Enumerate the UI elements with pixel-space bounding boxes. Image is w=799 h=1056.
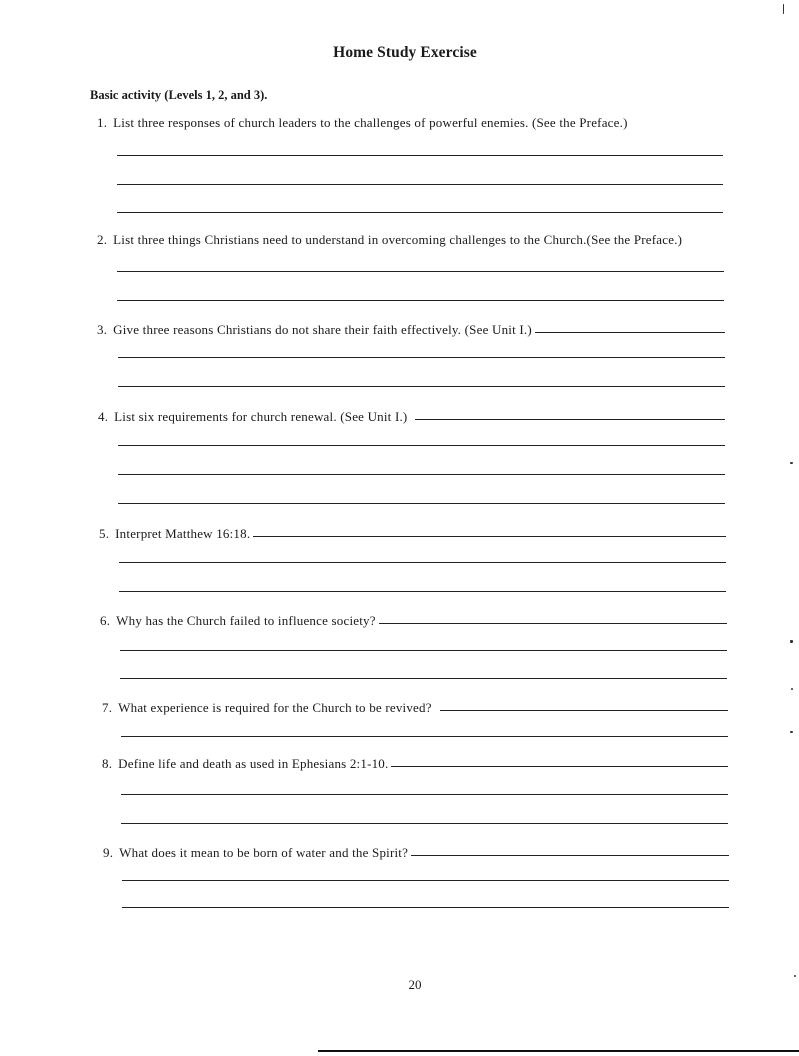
question-number: 8. (102, 756, 113, 771)
question-number: 2. (97, 232, 108, 247)
question-text: Interpret Matthew 16:18. (115, 526, 251, 541)
scan-speck (791, 688, 793, 690)
answer-line[interactable] (379, 623, 727, 624)
answer-line[interactable] (122, 880, 729, 881)
answer-line[interactable] (118, 445, 725, 446)
answer-line[interactable] (391, 766, 728, 767)
question-text: List three things Christians need to understand in overcoming challenges to the Church.(See the Preface.) (113, 232, 683, 247)
question-9 (103, 845, 729, 861)
activity-heading: Basic activity (Levels 1, 2, and 3). (90, 88, 268, 102)
answer-line[interactable] (253, 536, 726, 537)
question-text: Why has the Church failed to influence society? (116, 613, 376, 628)
answer-line[interactable] (119, 562, 726, 563)
question-text: Define life and death as used in Ephesians 2:1-10. (118, 756, 389, 771)
answer-line[interactable] (411, 855, 729, 856)
page-number: 20 (408, 977, 422, 992)
answer-line[interactable] (119, 591, 726, 592)
question-6 (100, 613, 727, 629)
question-number: 5. (99, 526, 110, 541)
question-number: 4. (98, 409, 109, 424)
question-text: List six requirements for church renewal. (See Unit I.) (114, 409, 408, 424)
answer-line[interactable] (535, 332, 725, 333)
question-8 (102, 756, 728, 772)
scan-speck (794, 975, 796, 977)
question-number: 1. (97, 115, 108, 130)
answer-line[interactable] (117, 212, 723, 213)
answer-line[interactable] (118, 386, 725, 387)
question-number: 6. (100, 613, 111, 628)
answer-line[interactable] (117, 271, 724, 272)
question-2 (97, 232, 777, 248)
bottom-edge-rule (318, 1050, 799, 1052)
question-7 (102, 700, 728, 716)
answer-line[interactable] (122, 907, 729, 908)
answer-line[interactable] (121, 794, 728, 795)
question-3 (97, 322, 725, 338)
question-1 (97, 115, 737, 131)
answer-line[interactable] (117, 184, 723, 185)
scan-speck (790, 731, 793, 733)
question-4 (98, 409, 725, 425)
question-5 (99, 526, 726, 542)
question-text: Give three reasons Christians do not share their faith effectively. (See Unit I.) (113, 322, 532, 337)
question-text: What experience is required for the Church to be revived? (118, 700, 432, 715)
answer-line[interactable] (121, 736, 728, 737)
scan-speck (783, 4, 784, 14)
question-text: What does it mean to be born of water and the Spirit? (119, 845, 409, 860)
question-number: 7. (102, 700, 113, 715)
question-number: 9. (103, 845, 114, 860)
answer-line[interactable] (118, 357, 725, 358)
answer-line[interactable] (118, 474, 725, 475)
answer-line[interactable] (415, 419, 725, 420)
answer-line[interactable] (118, 503, 725, 504)
answer-line[interactable] (117, 155, 723, 156)
question-text: List three responses of church leaders to the challenges of powerful enemies. (See the Preface.) (113, 115, 628, 130)
scan-speck (790, 462, 793, 464)
answer-line[interactable] (121, 823, 728, 824)
answer-line[interactable] (120, 678, 727, 679)
question-number: 3. (97, 322, 108, 337)
answer-line[interactable] (117, 300, 724, 301)
page-title: Home Study Exercise (333, 44, 477, 61)
answer-line[interactable] (120, 650, 727, 651)
answer-line[interactable] (440, 710, 728, 711)
scan-speck (790, 640, 793, 643)
